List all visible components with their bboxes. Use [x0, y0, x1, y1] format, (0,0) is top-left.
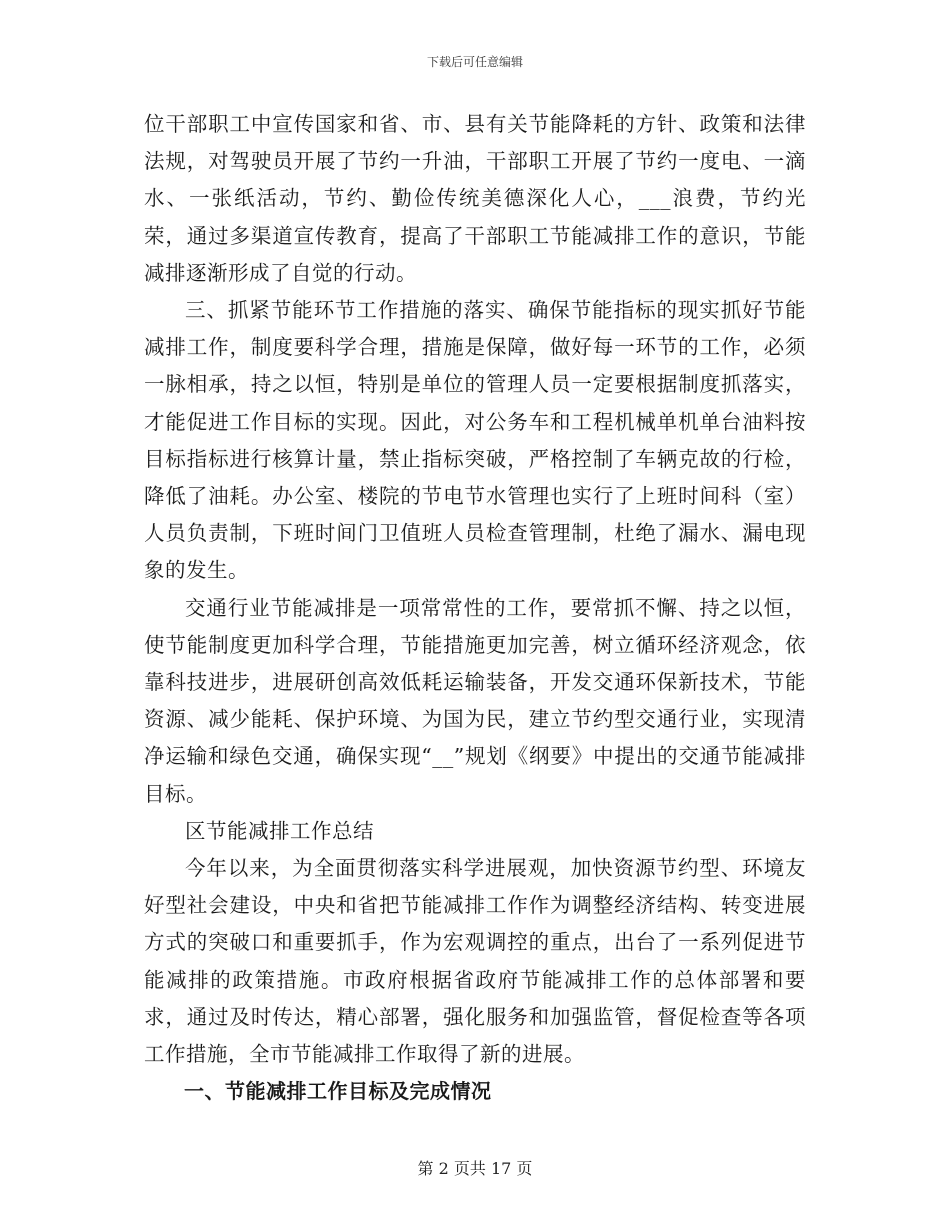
- paragraph-4: 今年以来，为全面贯彻落实科学进展观，加快资源节约型、环境友好型社会建设，中央和省把节能减排工作作为调整经济结构、转变进展方式的突破口和重要抓手，作为宏观调控的重点，出台了一系列促进节能减排的政策措施。市政府根据省政府节能减排工作的总体部署和要求，通过及时传达，精心部署，强化服务和加强监管，督促检查等各项工作措施，全市节能减排工作取得了新的进展。: [144, 856, 806, 1067]
- paragraph-2: 三、抓紧节能环节工作措施的落实、确保节能指标的现实抓好节能减排工作，制度要科学合理，措施是保障，做好每一环节的工作，必须一脉相承，持之以恒，特别是单位的管理人员一定要根据制度抓落实，才能促进工作目标的实现。因此，对公务车和工程机械单机单台油料按目标指标进行核算计量，禁止指标突破，严格控制了车辆克故的行检，降低了油耗。办公室、楼院的节电节水管理也实行了上班时间科（室）人员负责制，下班时间门卫值班人员检查管理制，杜绝了漏水、漏电现象的发生。: [144, 298, 806, 583]
- document-body: [144, 106, 806, 1110]
- paragraph-3: 交通行业节能减排是一项常常性的工作，要常抓不懈、持之以恒，使节能制度更加科学合理，节能措施更加完善，树立循环经济观念，依靠科技进步，进展研创高效低耗运输装备，开发交通环保新技术，节能资源、减少能耗、保护环境、为国为民，建立节约型交通行业，实现清净运输和绿色交通，确保实现“__”规划《纲要》中提出的交通节能减排目标。: [144, 595, 806, 806]
- section-title: 区节能减排工作总结: [185, 818, 374, 843]
- page-header: 下载后可任意编辑: [426, 55, 523, 69]
- paragraph-1: 位干部职工中宣传国家和省、市、县有关节能降耗的方针、政策和法律法规，对驾驶员开展了节约一升油，干部职工开展了节约一度电、一滴水、一张纸活动，节约、勤俭传统美德深化人心，___浪费，节约光荣，通过多渠道宣传教育，提高了干部职工节能减排工作的意识，节能减排逐渐形成了自觉的行动。: [144, 112, 806, 285]
- section-heading: 一、节能减排工作目标及完成情况: [184, 1079, 492, 1104]
- page-footer: 第 2 页共 17 页: [417, 1159, 533, 1178]
